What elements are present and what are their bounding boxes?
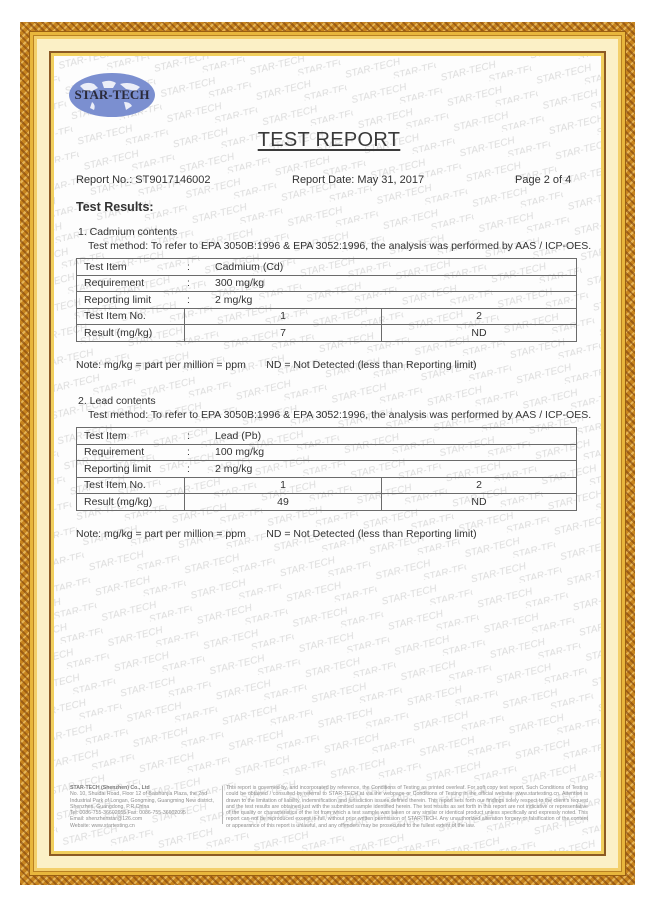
item-no-cell: 2 — [382, 308, 577, 325]
lead-note: Note: mg/kg = part per million = ppm ND = Not Detected (less than Reporting limit) — [76, 528, 477, 540]
colon: : — [187, 293, 190, 306]
row-label: Test Item — [84, 429, 127, 442]
row-value: Lead (Pb) — [215, 429, 262, 442]
item-no-label: Test Item No. — [77, 308, 185, 325]
lead-results-table — [76, 427, 577, 511]
company-address: No. 10, Shuidai Road, Floor 12 of Baishunjia Plaza, the 2nd Industrial Park of Longan, Gongming, Guangming New district, Shenzhen, Guangdong, P.R.China — [70, 791, 214, 810]
table-row — [77, 325, 577, 342]
result-cell: 7 — [185, 325, 382, 342]
row-label: Test Item — [84, 260, 127, 273]
result-cell: ND — [382, 325, 577, 342]
table-row — [77, 477, 577, 494]
row-label: Reporting limit — [84, 293, 152, 306]
report-number: Report No.: ST9017146002 — [76, 174, 211, 186]
svg-text:STAR-TECH: STAR-TECH — [74, 87, 150, 102]
lead-section-title: 2. Lead contents — [78, 395, 156, 407]
footer-disclaimer: This report is governed by, and incorporated by reference, the Conditions of Testing as printed overleaf. For soft copy test report, Such Conditions of Testing could be obtained / consulted by referral to STAR-TECH at via the webpage or Conditions of Testing in the official website: www.startesting.cn. Attention is drawn to the limitation of liability, indemnification and jurisdiction issues defined therein. This report sets forth our findings solely respect to the client's request and the test results are obtained just with the submitted sample identified herein. The test results as set forth in this report are not indicative or representative of the quality or characteristics of the lot from which a test sample was taken or any similar or identical product unless specifically and expressly noted. This report can not be reproduced except in full, without prior written permission of STAR-TECH. Any unauthorized alteration forgery or falsification of the content or appearance of this report is unlawful, and any offenders may be prosecuted to the fullest extent of the law. — [226, 785, 588, 829]
test-results-heading: Test Results: — [76, 200, 154, 214]
colon: : — [187, 429, 190, 442]
row-value: 100 mg/kg — [215, 446, 265, 459]
row-value: Cadmium (Cd) — [215, 260, 284, 273]
result-label: Result (mg/kg) — [77, 494, 185, 511]
colon: : — [187, 462, 190, 475]
table-row — [77, 428, 577, 445]
page-title: TEST REPORT — [257, 129, 401, 151]
star-tech-logo — [68, 72, 156, 118]
result-label: Result (mg/kg) — [77, 325, 185, 342]
row-value: 300 mg/kg — [215, 277, 265, 290]
company-email: Email: shenzhenstar@126.com — [70, 816, 143, 823]
cadmium-test-method: Test method: To refer to EPA 3050B:1996 & EPA 3052:1996, the analysis was performed by AAS / ICP-OES. — [88, 240, 592, 252]
result-cell: 49 — [185, 494, 382, 511]
result-cell: ND — [382, 494, 577, 511]
item-no-cell: 1 — [185, 308, 382, 325]
row-label: Reporting limit — [84, 462, 152, 475]
globe-logo-icon — [68, 72, 156, 118]
cadmium-note: Note: mg/kg = part per million = ppm ND = Not Detected (less than Reporting limit) — [76, 359, 477, 371]
lead-test-method: Test method: To refer to EPA 3050B:1996 & EPA 3052:1996, the analysis was performed by AAS / ICP-OES. — [88, 409, 592, 421]
company-tel-fax: Tel: 0086-755-36602055 Fax: 0086-755-36602095 — [70, 810, 186, 817]
item-no-cell: 1 — [185, 477, 382, 494]
colon: : — [187, 277, 190, 290]
row-label: Requirement — [84, 277, 145, 290]
table-row — [77, 308, 577, 325]
cadmium-section-title: 1. Cadmium contents — [78, 226, 178, 238]
table-row — [77, 292, 577, 309]
company-contact — [70, 785, 218, 829]
report-date: Report Date: May 31, 2017 — [292, 174, 425, 186]
footer-divider — [222, 786, 223, 824]
table-row — [77, 494, 577, 511]
table-row — [77, 259, 577, 276]
page-indicator: Page 2 of 4 — [515, 174, 572, 186]
colon: : — [187, 446, 190, 459]
table-row — [77, 461, 577, 478]
company-website: Website: www.startesting.cn — [70, 822, 135, 829]
table-row — [77, 275, 577, 292]
item-no-label: Test Item No. — [77, 477, 185, 494]
table-row — [77, 444, 577, 461]
item-no-cell: 2 — [382, 477, 577, 494]
company-name: STAR-TECH (Shenzhen) Co., Ltd — [70, 785, 150, 791]
row-value: 2 mg/kg — [215, 462, 253, 475]
row-label: Requirement — [84, 446, 145, 459]
row-value: 2 mg/kg — [215, 293, 253, 306]
colon: : — [187, 260, 190, 273]
cadmium-results-table — [76, 258, 577, 342]
